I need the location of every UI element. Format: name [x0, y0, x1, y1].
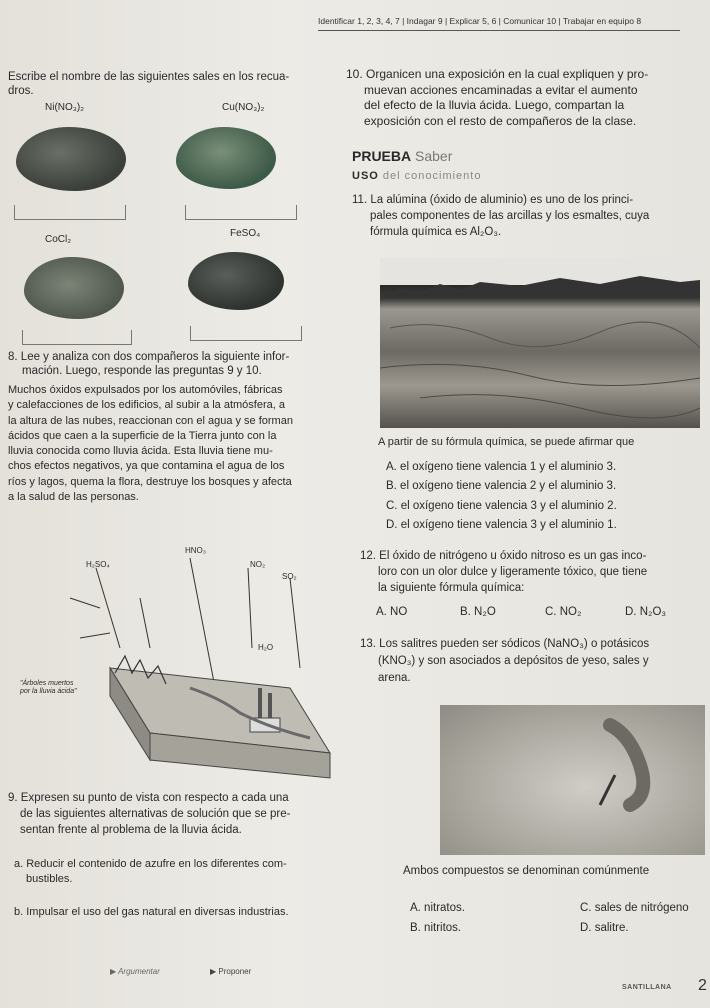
label-so2: SO₂ [282, 572, 297, 581]
salitre-deposit-photo [440, 705, 705, 855]
answer-box-2[interactable] [185, 205, 297, 220]
salt-label-1: Ni(NO₃)₂ [45, 102, 85, 113]
rain-strokes [70, 598, 150, 648]
q11-option-a[interactable]: A. el oxígeno tiene valencia 1 y el aluminio 3. [386, 461, 617, 473]
question-10: 10. Organicen una exposición en la cual expliquen y pro- muevan acciones encaminadas a evitar el aumento del efecto de la lluvia ácida. Luego, compartan la exposición con el resto de compañeros de la clase. [346, 67, 649, 128]
salt-sample-2-image [176, 127, 276, 189]
prueba-saber-title: PRUEBA Saber [352, 148, 453, 164]
question-8-text: Muchos óxidos expulsados por los automóviles, fábricas y calefacciones de los edificios, al subir a la atmósfera, a la altura de las nubes, reaccionan con el agua y se forman ácidos que caen a la superficie de la Tierra junto con la lluvia conocida como lluvia ácida. Esta lluvia tiene mu- chos efectos negativos, ya que contamina el agua de los ríos y lagos, quema la flora, destruye los bosques y afecta a la salud de las personas. [8, 384, 293, 504]
q13-option-a[interactable]: A. nitratos. [410, 902, 465, 914]
header-rule [318, 30, 680, 31]
salt-sample-4-image [188, 252, 284, 310]
q12-option-d[interactable]: D. N₂O₃ [625, 606, 667, 618]
salts-instruction: Escribe el nombre de las siguientes sales en los recua- dros. [8, 71, 290, 97]
q12-option-b[interactable]: B. N₂O [460, 606, 496, 618]
question-13: 13. Los salitres pueden ser sódicos (NaNO₃) o potásicos (KNO₃) y son asociados a depósitos de yeso, sales y arena. [360, 638, 650, 684]
q11-option-b[interactable]: B. el oxígeno tiene valencia 2 y el aluminio 3. [386, 480, 617, 492]
question-9: 9. Expresen su punto de vista con respecto a cada una de las siguientes alternativas de solución que se pre- sentan frente al problema de la lluvia ácida. [8, 792, 291, 836]
question-8-title: 8. Lee y analiza con dos compañeros la siguiente infor- mación. Luego, responde las preguntas 9 y 10. [8, 351, 290, 377]
salt-label-2: Cu(NO₃)₂ [222, 102, 265, 113]
footer-argumentar: ▶ Argumentar [110, 967, 160, 976]
question-13-stem: Ambos compuestos se denominan comúnmente [403, 865, 650, 877]
q12-option-a[interactable]: A. NO [376, 606, 408, 618]
rain-line-3 [248, 568, 252, 648]
uso-conocimiento: USO del conocimiento [352, 170, 482, 182]
label-h2so4: H₂SO₄ [86, 560, 110, 569]
page-number: 2 [698, 977, 707, 994]
question-9-option-a: a. Reducir el contenido de azufre en los diferentes com- bustibles. [14, 858, 287, 885]
photo-texture [380, 258, 700, 428]
label-dead-trees: "Árboles muertos por la lluvia ácida" [20, 680, 77, 695]
question-9-option-b: b. Impulsar el uso del gas natural en diversas industrias. [14, 906, 289, 918]
label-h2o: H₂O [258, 643, 274, 652]
salt-label-4: FeSO₄ [230, 228, 261, 239]
smokestack-1 [258, 688, 262, 718]
salt-sample-3-image [24, 257, 124, 319]
salt-label-3: CoCl₂ [45, 234, 72, 245]
q11-option-d[interactable]: D. el oxígeno tiene valencia 3 y el aluminio 1. [386, 519, 617, 531]
q11-option-c[interactable]: C. el oxígeno tiene valencia 3 y el aluminio 2. [386, 500, 617, 512]
skills-header: Identificar 1, 2, 3, 4, 7 | Indagar 9 | Explicar 5, 6 | Comunicar 10 | Trabajar en equipo 8 [318, 16, 642, 26]
question-11: 11. La alúmina (óxido de aluminio) es uno de los princi- pales componentes de las arcillas y los esmaltes, cuya fórmula química es Al₂O₃. [352, 194, 650, 238]
smokestack-2 [268, 693, 272, 718]
q12-option-c[interactable]: C. NO₂ [545, 606, 582, 618]
label-hno3: HNO₃ [185, 546, 207, 555]
answer-box-3[interactable] [22, 330, 132, 345]
answer-box-4[interactable] [190, 326, 302, 341]
question-11-stem: A partir de su fórmula química, se puede afirmar que [378, 436, 635, 448]
salt-sample-1-image [16, 127, 126, 191]
question-12: 12. El óxido de nitrógeno u óxido nitroso es un gas inco- loro con un olor dulce y ligeramente tóxico, que tiene la siguiente fórmula química: [360, 550, 648, 594]
q13-option-d[interactable]: D. salitre. [580, 922, 629, 934]
clay-landscape-photo [380, 258, 700, 428]
footer-proponer: ▶ Proponer [210, 967, 252, 976]
hand-with-tool [440, 705, 705, 855]
question-8-number: 8. [8, 351, 18, 363]
acid-rain-diagram [40, 538, 352, 788]
rain-line-4 [290, 578, 300, 668]
santillana-logo: SANTILLANA [622, 984, 672, 991]
answer-box-1[interactable] [14, 205, 126, 220]
q13-option-c[interactable]: C. sales de nitrógeno [580, 902, 689, 914]
q13-option-b[interactable]: B. nitritos. [410, 922, 462, 934]
label-no2: NO₂ [250, 560, 266, 569]
